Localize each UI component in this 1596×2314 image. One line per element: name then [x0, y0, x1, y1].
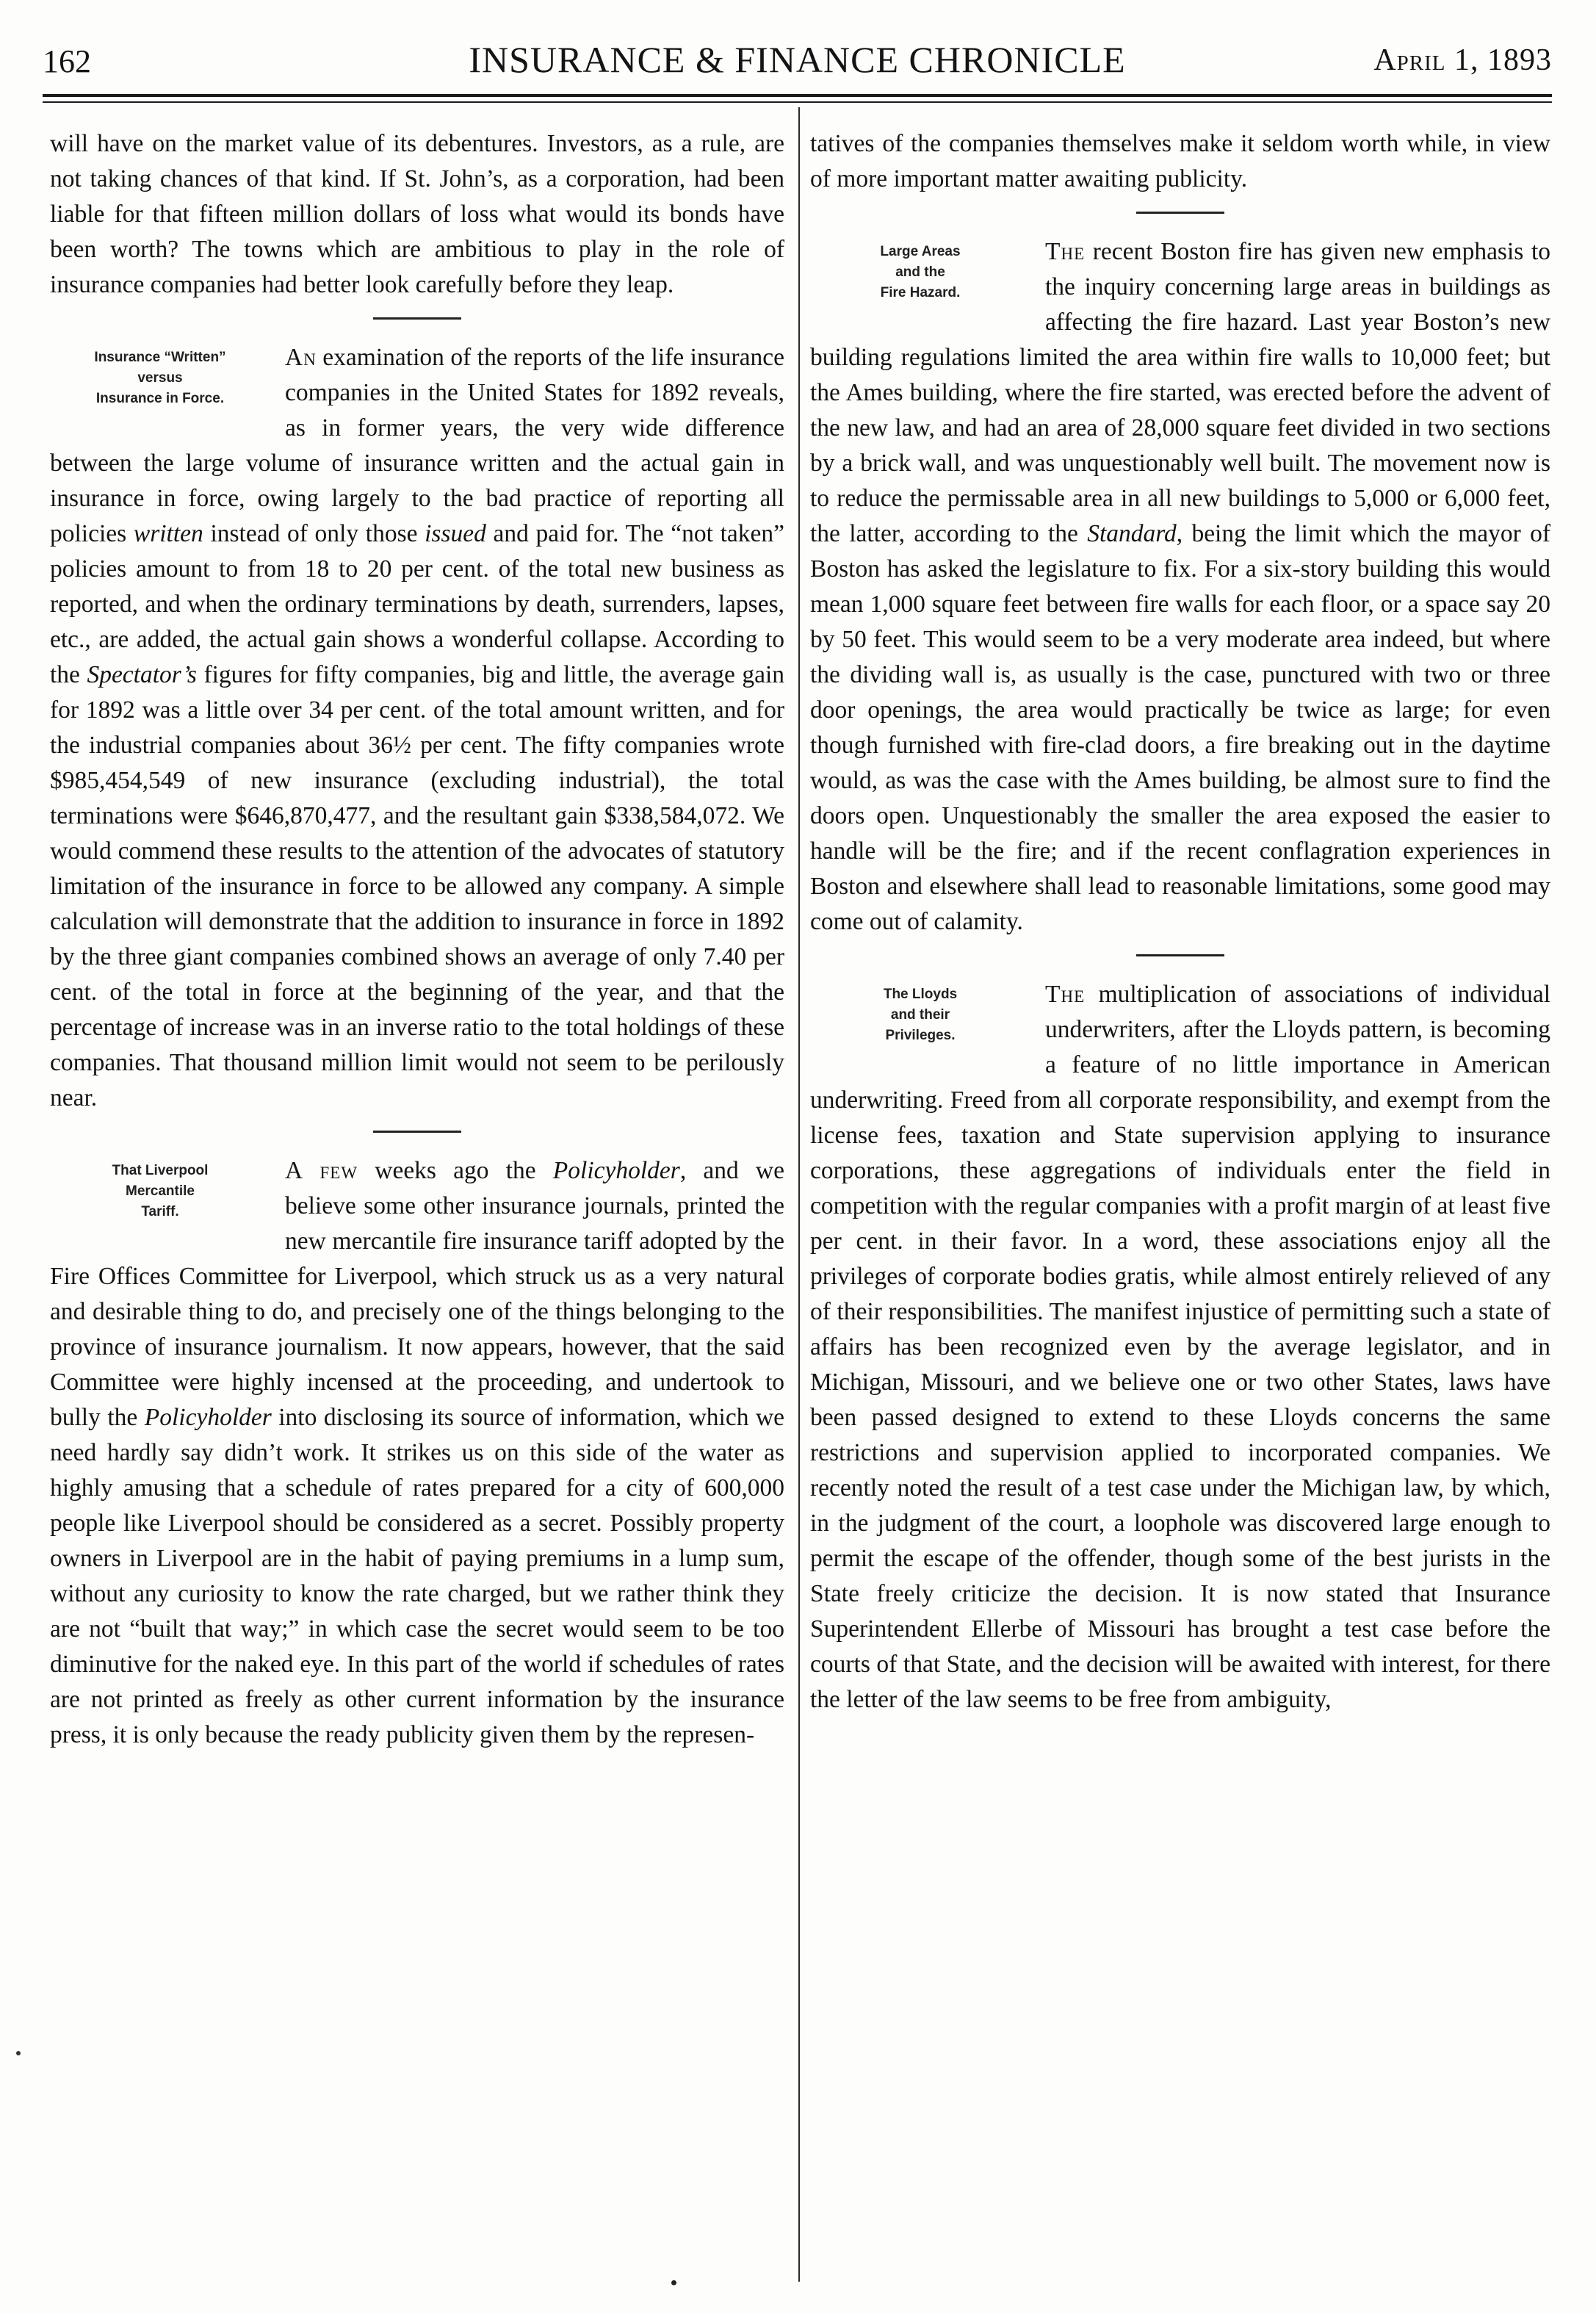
article-text: figures for fifty companies, big and little, the average gain for 1892 was a little over 34 per cent. of the total amount written, and for the industrial companies about 36½ per cent. The fifty companies wrote $985,454,549 of new insurance (excluding industrial), the total terminations were $646,870,477, and the resultant gain $338,584,072. We would commend these results to the attention of the advocates of statutory limitation of the insurance in force to be allowed any company. A simple calculation will demonstrate that the addition to insurance in force in 1892 by the three giant companies combined shows an average of only 7.40 per cent. of the total in force at the beginning of the year, and that the percentage of increase was in an inverse ratio to the total holdings of these companies. That thousand million limit would not seem to be perilously near.: [50, 661, 784, 1111]
section-separator: [373, 317, 461, 320]
article-lead-word: The: [1045, 981, 1086, 1008]
article-text: instead of only those: [203, 520, 425, 547]
article-fire-body: [810, 234, 1550, 940]
article-tariff-body: [50, 1153, 784, 1753]
right-column: [810, 126, 1550, 1718]
article-text: weeks ago the: [358, 1157, 553, 1184]
sidenote-lloyds: The Lloyds and their Privileges.: [883, 987, 958, 1043]
italic-written: written: [133, 520, 203, 547]
page-bottom-mark: [671, 2280, 676, 2285]
article-text: multiplication of associations of individual underwriters, after the Lloyds pattern, is becoming a feature of no little importance in American underwriting. Freed from all corporate responsibility, and exempt from the license fees, taxation and State supervision applying to insurance corporations, these aggregations of individuals enter the field in competition with the regular companies with a profit margin of at least five per cent. in their favor. In a word, these associations enjoy all the privileges of corporate bodies gratis, while almost entirely relieved of any of their responsibilities. The manifest injustice of permitting such a state of affairs has been recognized even by the average legislator, and in Michigan, Missouri, and we believe one or two other States, laws have been passed designed to extend to these Lloyds concerns the same restrictions and supervision applied to incorporated companies. We recently noted the result of a test case under the Michigan law, by which, in the judgment of the court, a loophole was discovered large enough to permit the escape of the offender, though some of the best jurists in the State freely criticize the decision. It is now stated that Insurance Superintendent Ellerbe of Missouri has brought a test case before the courts of that State, and the decision will be awaited with interest, for there the letter of the law seems to be free from ambiguity,: [810, 981, 1550, 1713]
article-lead-word: An: [285, 344, 317, 371]
article-lloyds-privileges: [810, 977, 1550, 1718]
italic-policyholder: Policyholder: [144, 1404, 272, 1431]
article-text: examination of the reports of the life insurance companies in the United States for 1892 reveals, as in former years, the very wide difference between the large volume of insurance written and the actual gain in insurance in force, owing largely to the bad practice of reporting all policies: [50, 344, 784, 547]
issue-date: April 1, 1893: [1373, 43, 1552, 77]
section-separator: [1136, 212, 1224, 214]
italic-policyholder: Policyholder: [552, 1157, 680, 1184]
header-rule-thick: [43, 94, 1552, 97]
italic-issued: issued: [425, 520, 486, 547]
left-column: [50, 126, 784, 1753]
right-column-continuation: tatives of the companies themselves make it seldom worth while, in view of more important matter awaiting publicity.: [810, 130, 1550, 192]
article-text: , being the limit which the mayor of Boston has asked the legislature to fix. For a six-story building this would mean 1,000 square feet between fire walls for each floor, or a space say 20 by 50 feet. This would seem to be a very moderate area indeed, but where the dividing wall is, as usually is the case, punctured with two or three door openings, the area would practically be twice as large; for even though furnished with fire-clad doors, a fire breaking out in the daytime would, as was the case with the Ames building, be almost sure to find the doors open. Unquestionably the smaller the area exposed the easier to handle will be the fire; and if the recent conflagration experiences in Boston and elsewhere shall lead to reasonable limitations, some good may come out of calamity.: [810, 520, 1550, 935]
article-lead-word: A few: [285, 1157, 358, 1184]
sidenote-liverpool-tariff: That Liverpool Mercantile Tariff.: [112, 1163, 209, 1219]
journal-title: INSURANCE & FINANCE CHRONICLE: [469, 39, 1126, 80]
section-separator: [373, 1131, 461, 1133]
header-rule-thin: [43, 101, 1552, 103]
margin-mark: [16, 2051, 21, 2055]
italic-spectator: Spectator’s: [87, 661, 197, 688]
left-column-continuation: will have on the market value of its debentures. Investors, as a rule, are not taking chances of that kind. If St. John’s, as a corporation, had been liable for that fifteen million dollars of loss what would its bonds have been worth? The towns which are ambitious to play in the role of insurance companies had better look carefully before they leap.: [50, 130, 784, 298]
sidenote-large-areas: Large Areas and the Fire Hazard.: [880, 244, 961, 300]
article-text: , and we believe some other insurance journals, printed the new mercantile fire insurance tariff adopted by the Fire Offices Committee for Liverpool, which struck us as a very natural and desirable thing to do, and precisely one of the things belonging to the province of insurance journalism. It now appears, however, that the said Committee were highly incensed at the proceeding, and undertook to bully the: [50, 1157, 784, 1431]
column-divider: [798, 107, 800, 2282]
article-liverpool-tariff: [50, 1153, 784, 1753]
article-text: recent Boston fire has given new emphasis to the inquiry concerning large areas in buildings as affecting the fire hazard. Last year Boston’s new building regulations limited the area within fire walls to 10,000 feet; but the Ames building, where the fire started, was erected before the advent of the new law, and had an area of 28,000 square feet divided in two sections by a brick wall, and was unquestionably well built. The movement now is to reduce the permissable area in all new buildings to 5,000 or 6,000 feet, the latter, according to the: [810, 238, 1550, 547]
article-lead-word: The: [1045, 238, 1086, 265]
sidenote-insurance-written: Insurance “Written” versus Insurance in Force.: [94, 350, 226, 406]
article-text: and paid for. The “not taken” policies amount to from 18 to 20 per cent. of the total new business as reported, and when the ordinary terminations by death, surrenders, lapses, etc., are added, the actual gain shows a wonderful collapse. According to the: [50, 520, 784, 688]
page-number: 162: [43, 43, 91, 79]
italic-standard: Standard: [1087, 520, 1177, 547]
article-insurance-body: [50, 340, 784, 1116]
article-insurance-written-vs-in-force: [50, 340, 784, 1116]
article-large-areas-fire-hazard: [810, 234, 1550, 940]
page-header: [43, 38, 1552, 85]
article-lloyds-body: [810, 977, 1550, 1718]
section-separator: [1136, 954, 1224, 956]
article-text: into disclosing its source of information, which we need hardly say didn’t work. It strikes us on this side of the water as highly amusing that a schedule of rates prepared for a city of 600,000 people like Liverpool should be considered as a secret. Possibly property owners in Liverpool are in the habit of paying premiums in a lump sum, without any curiosity to know the rate charged, but we rather think they are not “built that way;” in which case the secret would seem to be too diminutive for the naked eye. In this part of the world if schedules of rates are not printed as freely as other current information by the insurance press, it is only because the ready publicity given them by the represen-: [50, 1404, 785, 1748]
